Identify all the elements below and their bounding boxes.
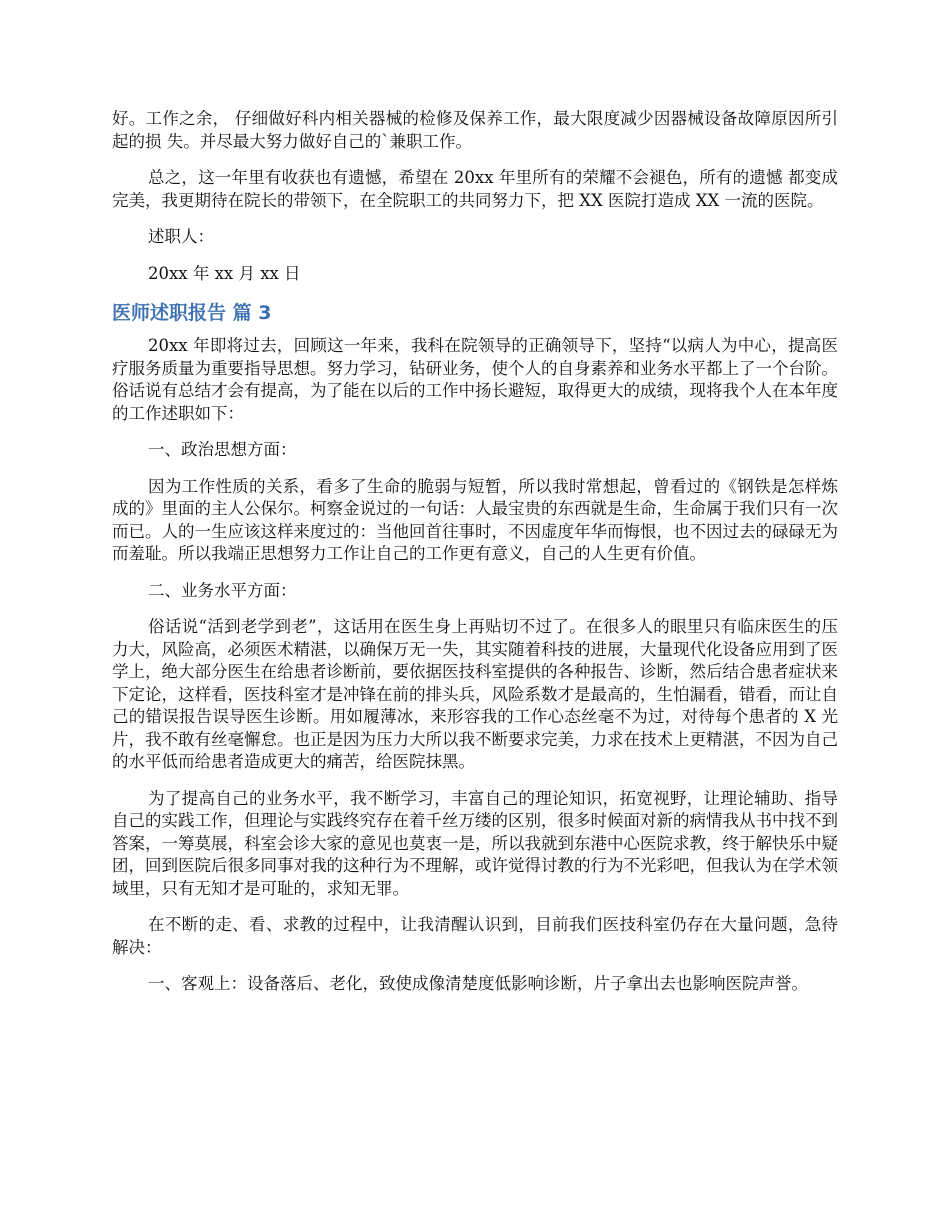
paragraph: 俗话说“活到老学到老”，这话用在医生身上再贴切不过了。在很多人的眼里只有临床医生的压力大，风险高，必须医术精湛，以确保万无一失，其实随着科技的进展，大量现代化设备应用到了医学上，绝大部分医生在给患者诊断前，要依据医技科室提供的各种报告、诊断，然后结合患者症状来下定论，这样看，医技科室才是冲锋在前的排头兵，风险系数才是最高的，生怕漏看，错看，而让自己的错误报告误导医生诊断。用如履薄冰，来形容我的工作心态丝毫不为过，对待每个患者的 X 光片，我不敢有丝毫懈怠。也正是因为压力大所以我不断要求完美，力求在技术上更精湛，不因为自己的水平低而给患者造成更大的痛苦，给医院抹黑。 xyxy=(112,617,838,771)
subsection-title: 一、政治思想方面： xyxy=(148,440,297,459)
paragraph: 好。工作之余， 仔细做好科内相关器械的检修及保养工作，最大限度减少因器械设备故障原因所引起的损 失。并尽最大努力做好自己的`兼职工作。 xyxy=(112,109,838,151)
paragraph: 因为工作性质的关系，看多了生命的脆弱与短暂，所以我时常想起，曾看过的《钢铁是怎样炼成的》里面的主人公保尔。柯察金说过的一句话：人最宝贵的东西就是生命，生命属于我们只有一次而已。人的一生应该这样来度过的：当他回首往事时，不因虚度年华而悔恨，也不因过去的碌碌无为而羞耻。所以我端正思想努力工作让自己的工作更有意义，自己的人生更有价值。 xyxy=(112,476,838,563)
paragraph: 总之，这一年里有收获也有遗憾，希望在 20xx 年里所有的荣耀不会褪色，所有的遗憾 都变成完美，我更期待在院长的带领下，在全院职工的共同努力下，把 XX 医院打造成 XX 一流的医院。 xyxy=(112,168,838,210)
paragraph: 为了提高自己的业务水平，我不断学习，丰富自己的理论知识，拓宽视野，让理论辅助、指导自己的实践工作，但理论与实践终究存在着千丝万缕的区别，很多时候面对新的病情我从书中找不到答案，一筹莫展，科室会诊大家的意见也莫衷一是，所以我就到东港中心医院求教，终于解快乐中疑团，回到医院后很多同事对我的这种行为不理解，或许觉得讨教的行为不光彩吧，但我认为在学术领域里，只有无知才是可耻的，求知无罪。 xyxy=(112,788,838,898)
section-heading: 医师述职报告 篇 3 xyxy=(112,302,272,324)
paragraph: 一、客观上：设备落后、老化，致使成像清楚度低影响诊断，片子拿出去也影响医院声誉。 xyxy=(148,974,808,993)
subsection-title: 二、业务水平方面： xyxy=(148,580,297,600)
paragraph: 在不断的走、看、求教的过程中，让我清醒认识到，目前我们医技科室仍存在大量问题，急待解决： xyxy=(112,915,838,957)
date-line: 20xx 年 xx 月 xx 日 xyxy=(148,263,301,283)
paragraph: 20xx 年即将过去，回顾这一年来，我科在院领导的正确领导下，坚持“以病人为中心，提高医疗服务质量为重要指导思想。努力学习，钻研业务，使个人的自身素养和业务水平都上了一个台阶。俗话说有总结才会有提高，为了能在以后的工作中扬长避短，取得更大的成绩，现将我个人在本年度的工作述职如下： xyxy=(112,336,838,423)
signature-label: 述职人： xyxy=(148,227,214,246)
document-page xyxy=(112,108,838,996)
